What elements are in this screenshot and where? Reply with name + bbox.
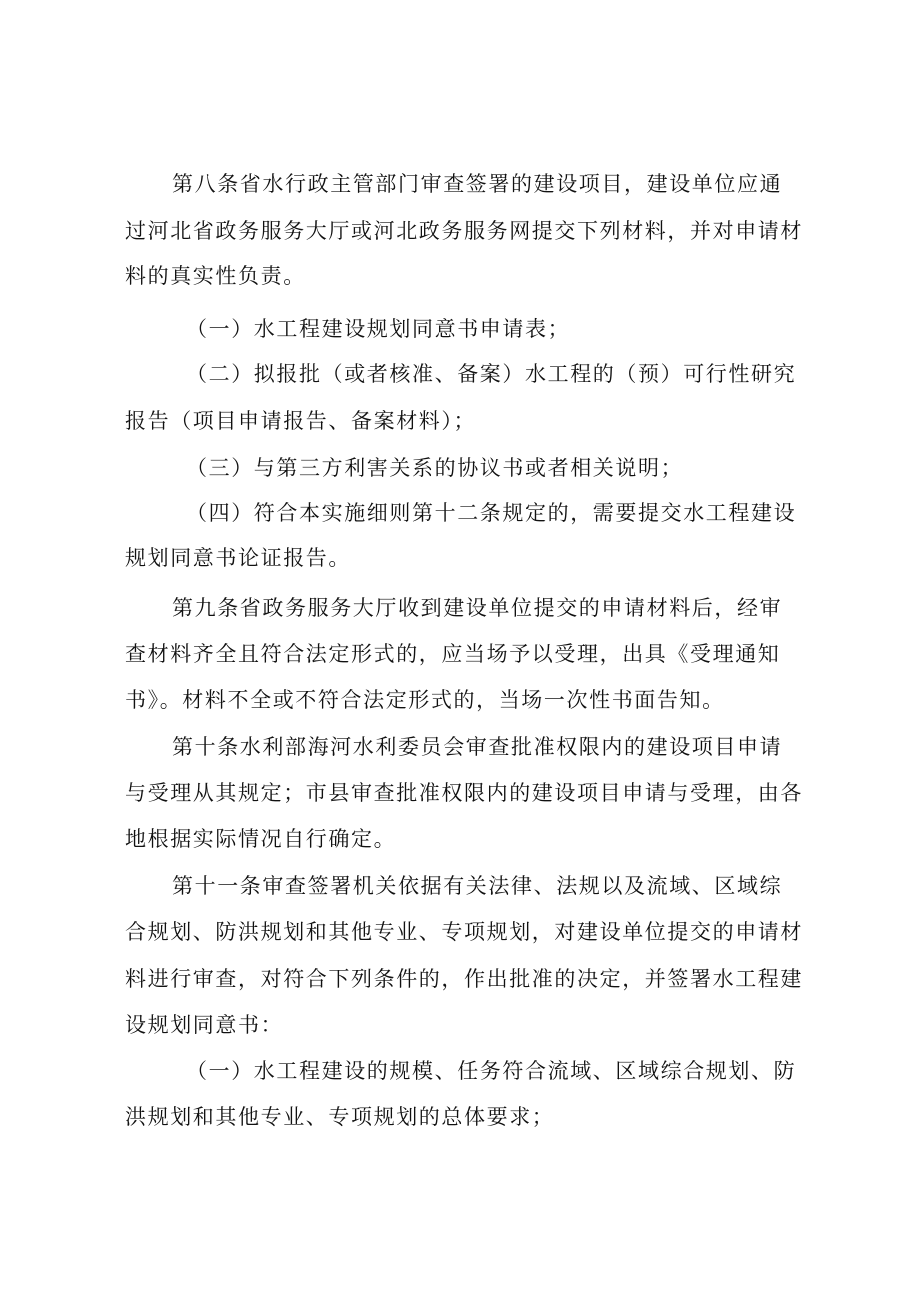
text-line: 设规划同意书： (125, 1013, 284, 1037)
text-line: （二）拟报批（或者核准、备案）水工程的（预）可行性研究 (186, 362, 797, 386)
text-line: 过河北省政务服务大厅或河北政务服务网提交下列材料，并对申请材 (125, 219, 803, 243)
text-line: 洪规划和其他专业、专项规划的总体要求； (125, 1105, 555, 1129)
text-line: 第八条省水行政主管部门审查签署的建设项目，建设单位应通 (172, 172, 783, 196)
text-line: （一）水工程建设的规模、任务符合流域、区域综合规划、防 (186, 1059, 797, 1083)
text-line: 报告（项目申请报告、备案材料）； (125, 409, 477, 433)
text-line: 规划同意书论证报告。 (125, 546, 351, 570)
text-line: 第十条水利部海河水利委员会审查批准权限内的建设项目申请 (172, 735, 783, 759)
text-line: （一）水工程建设规划同意书申请表； (186, 317, 571, 341)
text-line: 第九条省政务服务大厅收到建设单位提交的申请材料后，经审 (172, 596, 783, 620)
text-line: （四）符合本实施细则第十二条规定的，需要提交水工程建设 (186, 501, 797, 525)
text-line: 地根据实际情况自行确定。 (125, 827, 397, 851)
text-line: 料进行审查，对符合下列条件的，作出批准的决定，并签署水工程建 (125, 967, 803, 991)
text-line: 第十一条审查签署机关依据有关法律、法规以及流域、区域综 (172, 874, 783, 898)
text-line: 料的真实性负责。 (125, 264, 306, 288)
text-line: （三）与第三方利害关系的协议书或者相关说明； (186, 456, 684, 480)
text-line: 与受理从其规定；市县审查批准权限内的建设项目申请与受理，由各 (125, 781, 803, 805)
text-line: 查材料齐全且符合法定形式的，应当场予以受理，出具《受理通知 (125, 642, 781, 666)
text-line: 合规划、防洪规划和其他专业、专项规划，对建设单位提交的申请材 (125, 920, 803, 944)
text-line: 书》。材料不全或不符合法定形式的，当场一次性书面告知。 (125, 688, 725, 712)
